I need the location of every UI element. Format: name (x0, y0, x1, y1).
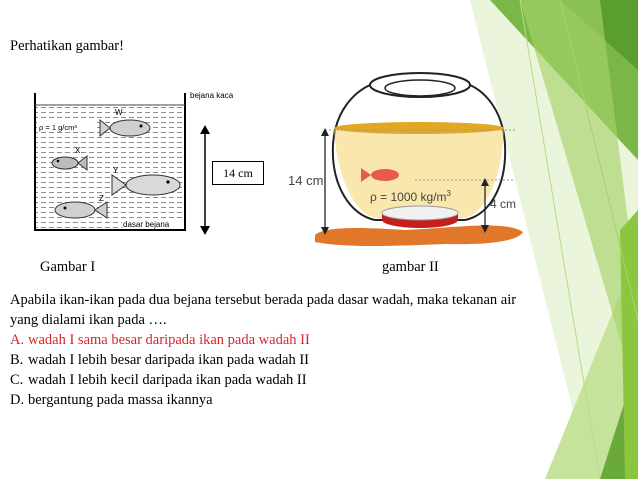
fish-label-w: W (115, 108, 123, 117)
option-b[interactable] (10, 350, 630, 370)
option-a[interactable] (10, 330, 630, 350)
option-d-text: bergantung pada massa ikannya (28, 392, 213, 408)
option-a-letter: A. (10, 332, 25, 348)
option-b-text: wadah I lebih besar daripada ikan pada wadah II (28, 352, 310, 368)
option-c[interactable] (10, 370, 630, 390)
container-label: bejana kaca (190, 91, 234, 100)
bottom-label: dasar bejana (123, 220, 170, 229)
figure-2-fishbowl (285, 70, 530, 250)
option-a-text: wadah I sama besar daripada ikan pada wadah II (28, 332, 310, 348)
question-block (10, 290, 630, 410)
caption-figure-2: gambar II (382, 259, 439, 275)
fish-label-y: Y (113, 166, 119, 175)
fish-label-z: Z (99, 194, 104, 203)
height-box-1 (212, 161, 264, 185)
question-line-2: yang dialami ikan pada …. (10, 312, 167, 328)
option-b-letter: B. (10, 352, 24, 368)
question-line-1: Apabila ikan-ikan pada dua bejana tersebut berada pada dasar wadah, maka tekanan air (10, 292, 517, 308)
figure-1-glass-container (25, 85, 295, 235)
instruction-text: Perhatikan gambar! (10, 38, 124, 54)
option-d-letter: D. (10, 392, 25, 408)
density-label-2: ρ = 1000 $kg/m^3$ (370, 189, 451, 204)
option-c-letter: C. (10, 372, 24, 388)
height-label-2: 14 cm (288, 173, 324, 188)
fish-label-x: X (75, 146, 81, 155)
height-label-1: 14 cm (223, 166, 253, 180)
option-c-text: wadah I lebih kecil daripada ikan pada wadah II (28, 372, 307, 388)
option-d[interactable] (10, 390, 630, 410)
depth-label-2: 4 cm (490, 197, 517, 211)
density-label-1: ρ = 1 g/cm³ (39, 123, 77, 132)
caption-figure-1: Gambar I (40, 259, 96, 275)
